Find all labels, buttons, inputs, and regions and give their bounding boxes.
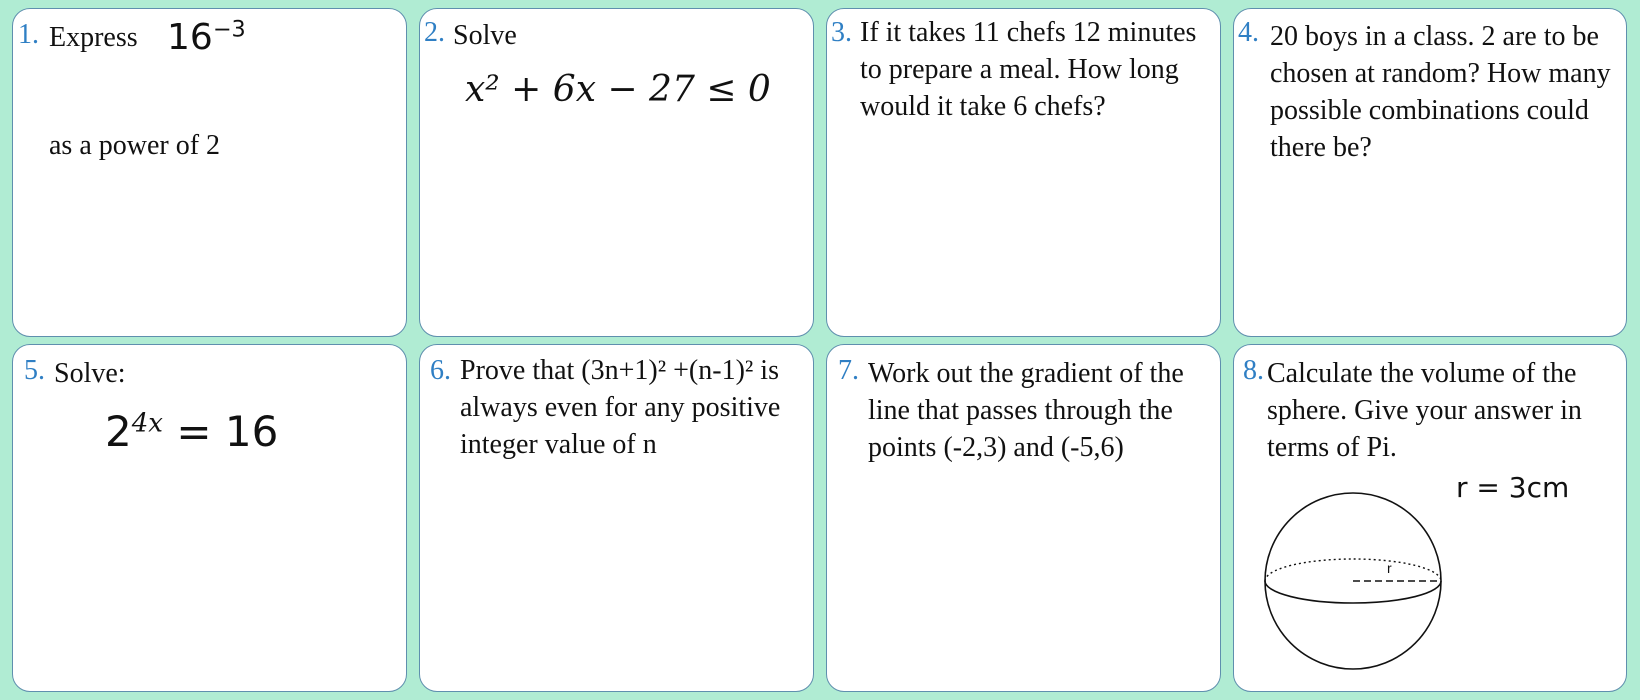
question-text: Solve <box>453 20 517 51</box>
question-text: 20 boys in a class. 2 are to be chosen at random? How many possible combinations could there be? <box>1270 21 1611 163</box>
question-card-2 <box>419 8 814 337</box>
question-math <box>167 17 246 58</box>
question-card-7 <box>826 344 1221 692</box>
question-text: Prove that (3n+1)² +(n-1)² is always even for any positive integer value of n <box>460 355 781 460</box>
question-card-1 <box>12 8 407 337</box>
question-card-8 <box>1233 344 1627 692</box>
math-exponent: −3 <box>212 16 246 43</box>
question-card-6 <box>419 344 814 692</box>
radius-text: r <box>1387 560 1392 576</box>
question-number: 7. <box>838 355 859 386</box>
question-math: $2^{4x} = 16$ <box>105 407 279 456</box>
question-number: 2. <box>424 17 445 48</box>
sphere-equator-back <box>1265 559 1441 581</box>
question-number: 8. <box>1243 355 1264 386</box>
math-base: 16 <box>167 17 213 58</box>
question-number: 6. <box>430 355 451 386</box>
sphere-diagram <box>1259 487 1449 677</box>
question-card-3 <box>826 8 1221 337</box>
question-number: 5. <box>24 355 45 386</box>
question-card-4 <box>1233 8 1627 337</box>
question-text: Calculate the volume of the sphere. Give your answer in terms of Pi. <box>1267 358 1582 463</box>
question-text: Solve: <box>54 358 126 389</box>
question-number: 3. <box>831 17 852 48</box>
question-text-continued: as a power of 2 <box>49 130 221 161</box>
question-text: If it takes 11 chefs 12 minutes to prepare a meal. How long would it take 6 chefs? <box>860 17 1197 122</box>
question-number: 1. <box>18 19 39 50</box>
sphere-equator-front <box>1265 581 1441 603</box>
question-number: 4. <box>1238 17 1259 48</box>
question-text: Work out the gradient of the line that passes through the points (-2,3) and (-5,6) <box>868 358 1184 463</box>
question-card-5 <box>12 344 407 692</box>
question-math: x² + 6x − 27 ≤ 0 <box>465 69 771 110</box>
question-text: Express <box>49 22 138 53</box>
radius-label: r = 3cm <box>1456 471 1570 504</box>
